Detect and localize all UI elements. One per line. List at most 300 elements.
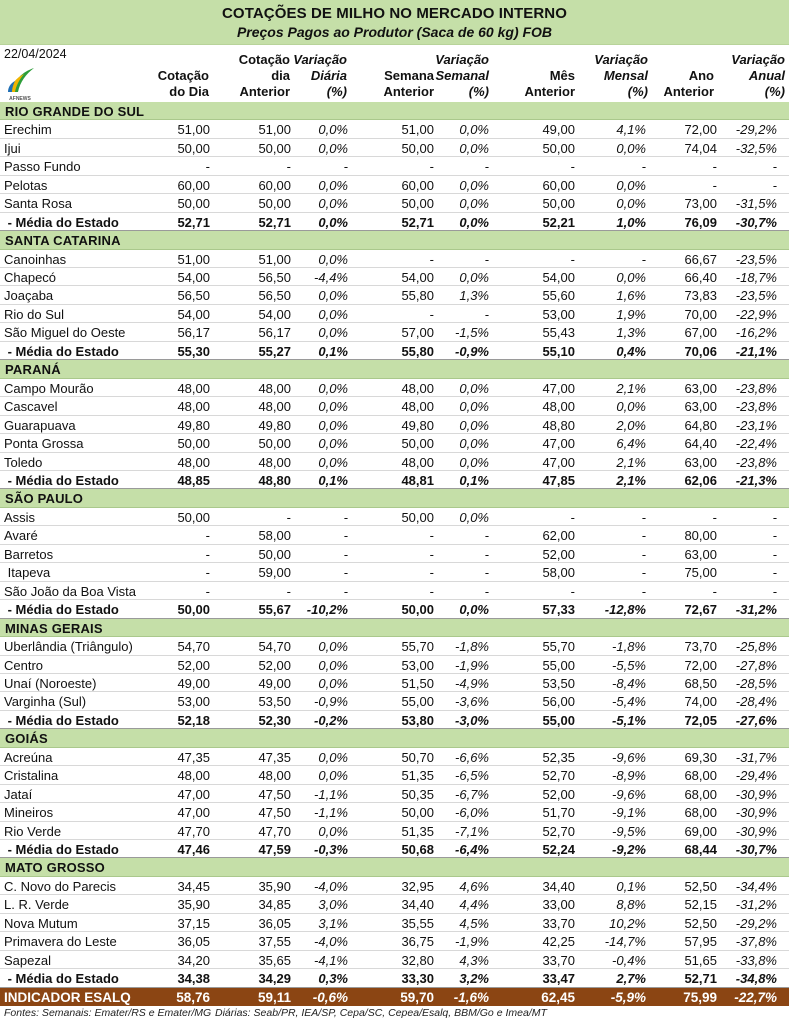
value-var-monthly: -5,1% (612, 713, 646, 728)
value-var-monthly: -14,7% (604, 934, 646, 949)
value-var-weekly: 0,0% (459, 399, 489, 414)
value-var-weekly: -7,1% (455, 824, 489, 839)
value-var-daily: -0,6% (312, 990, 348, 1005)
value-var-annual: -34,4% (735, 879, 777, 894)
value-var-daily: 0,0% (318, 750, 348, 765)
header-month-prev: Mês Anterior (524, 68, 575, 99)
city-name: INDICADOR ESALQ (4, 990, 131, 1005)
value-year-prev: 68,50 (684, 676, 717, 691)
value-quote-prev-day: - (286, 159, 291, 174)
city-name: Ijui (4, 141, 21, 156)
value-var-weekly: -1,9% (455, 658, 489, 673)
value-month-prev: 52,70 (542, 824, 575, 839)
value-month-prev: 55,70 (542, 639, 575, 654)
table-row (0, 250, 789, 268)
value-var-weekly: - (484, 565, 489, 580)
city-name: Itapeva (4, 565, 51, 580)
value-month-prev: 51,70 (542, 805, 575, 820)
city-name: - Média do Estado (4, 215, 119, 230)
value-var-monthly: -9,6% (612, 750, 646, 765)
value-var-weekly: -3,0% (455, 713, 489, 728)
city-name: Erechim (4, 122, 52, 137)
state-average-row (0, 840, 789, 858)
value-year-prev: 72,67 (684, 602, 717, 617)
value-year-prev: 69,00 (684, 824, 717, 839)
footer-sources-weekly: Fontes: Semanais: Emater/RS e Emater/MG (4, 1007, 212, 1019)
value-var-weekly: 3,2% (459, 971, 489, 986)
value-quote-prev-day: 52,71 (258, 215, 291, 230)
table-row (0, 453, 789, 471)
city-name: São João da Boa Vista (4, 584, 137, 599)
table-row (0, 785, 789, 803)
value-month-prev: 58,00 (542, 565, 575, 580)
afnews-logo (2, 62, 38, 102)
value-var-annual: -31,7% (735, 750, 777, 765)
state-name: MATO GROSSO (5, 860, 105, 875)
value-var-weekly: -6,6% (455, 750, 489, 765)
value-quote-prev-day: 48,80 (258, 473, 291, 488)
value-var-monthly: 0,1% (616, 879, 646, 894)
value-week-prev: 34,40 (401, 897, 434, 912)
value-quote-today: 50,00 (177, 510, 210, 525)
value-week-prev: 51,35 (401, 768, 434, 783)
state-average-row (0, 711, 789, 729)
value-month-prev: 33,47 (542, 971, 575, 986)
value-week-prev: 48,81 (401, 473, 434, 488)
value-month-prev: 48,00 (542, 399, 575, 414)
city-name: Ponta Grossa (4, 436, 84, 451)
value-year-prev: 64,40 (684, 436, 717, 451)
value-quote-today: 54,00 (177, 270, 210, 285)
value-var-monthly: - (641, 510, 646, 525)
value-var-weekly: 4,6% (459, 879, 489, 894)
value-var-monthly: - (641, 252, 646, 267)
value-month-prev: 52,21 (542, 215, 575, 230)
value-year-prev: 52,50 (684, 879, 717, 894)
value-var-weekly: - (484, 159, 489, 174)
value-quote-today: 48,00 (177, 768, 210, 783)
value-week-prev: - (429, 307, 434, 322)
state-section-header (0, 231, 789, 250)
value-var-daily: 0,1% (318, 473, 348, 488)
value-var-annual: -30,9% (735, 805, 777, 820)
value-year-prev: - (712, 178, 717, 193)
value-year-prev: 66,40 (684, 270, 717, 285)
value-year-prev: 75,00 (684, 565, 717, 580)
value-year-prev: 72,00 (684, 122, 717, 137)
value-year-prev: 80,00 (684, 528, 717, 543)
value-week-prev: 36,75 (401, 934, 434, 949)
value-var-monthly: - (641, 565, 646, 580)
value-quote-today: 56,17 (177, 325, 210, 340)
value-year-prev: 66,67 (684, 252, 717, 267)
value-var-weekly: 0,0% (459, 178, 489, 193)
value-month-prev: 50,00 (542, 141, 575, 156)
value-quote-today: 54,00 (177, 307, 210, 322)
value-var-monthly: -5,4% (612, 694, 646, 709)
value-var-daily: 0,0% (318, 455, 348, 470)
value-year-prev: 68,00 (684, 805, 717, 820)
value-var-annual: -31,5% (735, 196, 777, 211)
value-month-prev: 62,45 (541, 990, 575, 1005)
value-var-annual: -23,8% (735, 399, 777, 414)
value-quote-today: 37,15 (177, 916, 210, 931)
value-var-weekly: -1,9% (455, 934, 489, 949)
value-week-prev: 32,95 (401, 879, 434, 894)
value-week-prev: 54,00 (401, 270, 434, 285)
value-quote-prev-day: 55,67 (258, 602, 291, 617)
value-year-prev: 63,00 (684, 381, 717, 396)
value-quote-today: 52,00 (177, 658, 210, 673)
table-row (0, 822, 789, 840)
value-var-weekly: -1,6% (453, 990, 489, 1005)
value-month-prev: 52,35 (542, 750, 575, 765)
header-var-monthly: Variação Mensal (%) (594, 52, 648, 99)
value-week-prev: 53,80 (401, 713, 434, 728)
value-var-annual: -22,9% (735, 307, 777, 322)
value-var-weekly: -1,5% (455, 325, 489, 340)
table-row (0, 526, 789, 545)
value-quote-today: 52,18 (177, 713, 210, 728)
value-var-weekly: -4,9% (455, 676, 489, 691)
table-row (0, 286, 789, 305)
value-week-prev: - (429, 252, 434, 267)
value-quote-today: 49,00 (177, 676, 210, 691)
value-var-weekly: 0,0% (459, 418, 489, 433)
value-var-weekly: -6,5% (455, 768, 489, 783)
value-var-weekly: -6,7% (455, 787, 489, 802)
value-var-daily: - (343, 159, 348, 174)
value-var-monthly: 4,1% (616, 122, 646, 137)
value-var-annual: -28,5% (735, 676, 777, 691)
value-var-annual: -31,2% (735, 602, 777, 617)
value-quote-today: 48,00 (177, 381, 210, 396)
header-var-annual: Variação Anual (%) (731, 52, 785, 99)
value-quote-today: 55,30 (177, 344, 210, 359)
value-quote-today: 47,35 (177, 750, 210, 765)
table-row (0, 748, 789, 766)
value-var-annual: -30,9% (735, 824, 777, 839)
value-year-prev: - (712, 584, 717, 599)
value-month-prev: 55,10 (542, 344, 575, 359)
value-quote-prev-day: 36,05 (258, 916, 291, 931)
value-year-prev: 68,00 (684, 787, 717, 802)
value-quote-prev-day: 50,00 (258, 547, 291, 562)
value-year-prev: 52,15 (684, 897, 717, 912)
value-week-prev: 32,80 (401, 953, 434, 968)
value-var-monthly: 1,9% (616, 307, 646, 322)
value-quote-today: 48,00 (177, 399, 210, 414)
city-name: Primavera do Leste (4, 934, 117, 949)
value-var-weekly: - (484, 528, 489, 543)
state-name: PARANÁ (5, 362, 61, 377)
value-var-daily: -0,9% (314, 694, 348, 709)
value-var-daily: -4,1% (314, 953, 348, 968)
value-var-annual: -21,1% (735, 344, 777, 359)
value-quote-prev-day: 35,65 (258, 953, 291, 968)
value-week-prev: 48,00 (401, 381, 434, 396)
value-quote-prev-day: 52,30 (258, 713, 291, 728)
value-quote-prev-day: 47,70 (258, 824, 291, 839)
value-month-prev: 47,00 (542, 436, 575, 451)
table-row (0, 434, 789, 453)
value-week-prev: 48,00 (401, 455, 434, 470)
state-name: RIO GRANDE DO SUL (5, 104, 145, 119)
value-month-prev: - (570, 159, 575, 174)
value-quote-prev-day: 48,00 (258, 455, 291, 470)
value-var-annual: -23,8% (735, 381, 777, 396)
value-var-annual: -28,4% (735, 694, 777, 709)
value-var-daily: 3,0% (318, 897, 348, 912)
value-quote-today: 34,20 (177, 953, 210, 968)
value-var-annual: -22,7% (734, 990, 777, 1005)
value-var-weekly: -6,0% (455, 805, 489, 820)
value-var-weekly: 0,0% (459, 141, 489, 156)
city-name: Cristalina (4, 768, 59, 783)
value-var-daily: 0,0% (318, 658, 348, 673)
city-name: Unaí (Noroeste) (4, 676, 97, 691)
value-var-weekly: 4,5% (459, 916, 489, 931)
value-var-annual: -27,6% (735, 713, 777, 728)
value-year-prev: 67,00 (684, 325, 717, 340)
value-week-prev: 59,70 (400, 990, 434, 1005)
value-year-prev: 63,00 (684, 399, 717, 414)
city-name: Acreúna (4, 750, 53, 765)
value-var-monthly: - (641, 159, 646, 174)
logo-wordmark: AFNEWS (9, 96, 31, 102)
value-month-prev: 56,00 (542, 694, 575, 709)
value-year-prev: 63,00 (684, 455, 717, 470)
value-var-monthly: -1,8% (612, 639, 646, 654)
value-week-prev: - (429, 584, 434, 599)
value-quote-today: 51,00 (177, 122, 210, 137)
value-quote-prev-day: - (286, 510, 291, 525)
value-var-monthly: -8,4% (612, 676, 646, 691)
value-month-prev: 55,00 (542, 658, 575, 673)
table-row (0, 692, 789, 711)
state-section-header (0, 102, 789, 120)
city-name: Santa Rosa (4, 196, 72, 211)
table-row (0, 877, 789, 895)
value-year-prev: 73,83 (684, 288, 717, 303)
value-var-annual: -25,8% (735, 639, 777, 654)
table-row (0, 268, 789, 286)
city-name: C. Novo do Parecis (4, 879, 116, 894)
table-row (0, 545, 789, 563)
value-week-prev: 49,80 (401, 418, 434, 433)
value-var-weekly: - (484, 252, 489, 267)
title-band (0, 0, 789, 45)
value-var-monthly: -12,8% (604, 602, 646, 617)
value-var-daily: 0,0% (318, 639, 348, 654)
value-var-annual: - (772, 547, 777, 562)
value-quote-today: - (205, 584, 210, 599)
value-var-annual: -16,2% (735, 325, 777, 340)
city-name: Varginha (Sul) (4, 694, 87, 709)
value-var-daily: 0,0% (318, 122, 348, 137)
value-week-prev: 55,70 (401, 639, 434, 654)
table-row (0, 563, 789, 582)
city-name: Joaçaba (4, 288, 54, 303)
value-quote-prev-day: 55,27 (258, 344, 291, 359)
header-year-prev: Ano Anterior (663, 68, 714, 99)
value-month-prev: 60,00 (542, 178, 575, 193)
value-month-prev: 47,85 (542, 473, 575, 488)
value-quote-prev-day: 48,00 (258, 381, 291, 396)
value-var-annual: -29,2% (735, 122, 777, 137)
value-week-prev: 55,80 (401, 344, 434, 359)
value-year-prev: 63,00 (684, 547, 717, 562)
value-week-prev: - (429, 565, 434, 580)
value-month-prev: 54,00 (542, 270, 575, 285)
city-name: - Média do Estado (4, 971, 119, 986)
table-row (0, 194, 789, 213)
value-var-monthly: 2,1% (616, 473, 646, 488)
state-section-header (0, 729, 789, 748)
value-week-prev: 35,55 (401, 916, 434, 931)
value-quote-prev-day: 54,00 (258, 307, 291, 322)
city-name: - Média do Estado (4, 473, 119, 488)
value-quote-today: 60,00 (177, 178, 210, 193)
value-var-weekly: 0,0% (459, 270, 489, 285)
value-year-prev: 73,00 (684, 196, 717, 211)
city-name: Guarapuava (4, 418, 76, 433)
value-week-prev: 51,00 (401, 122, 434, 137)
leaf-logo-icon (2, 62, 38, 102)
value-week-prev: 50,00 (401, 196, 434, 211)
value-var-daily: -1,1% (314, 787, 348, 802)
value-var-annual: -23,1% (735, 418, 777, 433)
value-var-annual: -34,8% (735, 971, 777, 986)
table-row (0, 139, 789, 157)
value-var-annual: -22,4% (735, 436, 777, 451)
table-row (0, 674, 789, 692)
table-row (0, 397, 789, 416)
city-name: São Miguel do Oeste (4, 325, 126, 340)
value-var-daily: -0,3% (314, 842, 348, 857)
value-var-monthly: 8,8% (616, 897, 646, 912)
value-quote-prev-day: 56,17 (258, 325, 291, 340)
value-var-weekly: -0,9% (455, 344, 489, 359)
value-quote-today: - (205, 159, 210, 174)
value-month-prev: 57,33 (542, 602, 575, 617)
value-var-annual: -29,4% (735, 768, 777, 783)
header-quote-prev-day: Cotação dia Anterior (238, 52, 290, 99)
value-month-prev: 42,25 (542, 934, 575, 949)
value-var-weekly: 0,0% (459, 455, 489, 470)
table-row (0, 120, 789, 139)
header-var-weekly: Variação Semanal (%) (435, 52, 489, 99)
state-section-header (0, 619, 789, 637)
value-var-annual: -23,8% (735, 455, 777, 470)
value-var-daily: 0,0% (318, 252, 348, 267)
value-year-prev: 52,71 (684, 971, 717, 986)
table-row (0, 379, 789, 397)
value-week-prev: 48,00 (401, 399, 434, 414)
value-var-daily: 0,0% (318, 215, 348, 230)
value-month-prev: 55,60 (542, 288, 575, 303)
value-year-prev: 51,65 (684, 953, 717, 968)
value-quote-prev-day: 34,85 (258, 897, 291, 912)
value-week-prev: - (429, 159, 434, 174)
value-var-daily: - (343, 510, 348, 525)
value-week-prev: - (429, 547, 434, 562)
value-quote-today: 47,70 (177, 824, 210, 839)
value-quote-today: 48,85 (177, 473, 210, 488)
value-var-monthly: 0,0% (616, 196, 646, 211)
value-var-annual: -27,8% (735, 658, 777, 673)
table-row (0, 176, 789, 194)
value-week-prev: 50,00 (401, 141, 434, 156)
city-name: Sapezal (4, 953, 51, 968)
value-var-daily: 0,1% (318, 344, 348, 359)
value-week-prev: 57,00 (401, 325, 434, 340)
value-var-annual: -31,2% (735, 897, 777, 912)
value-quote-today: 50,00 (177, 141, 210, 156)
table-row (0, 766, 789, 785)
value-var-monthly: -5,5% (612, 658, 646, 673)
value-quote-today: 34,45 (177, 879, 210, 894)
value-var-monthly: 0,0% (616, 178, 646, 193)
value-quote-today: 50,00 (177, 436, 210, 451)
value-var-annual: -23,5% (735, 288, 777, 303)
value-quote-prev-day: 50,00 (258, 196, 291, 211)
value-var-monthly: -9,5% (612, 824, 646, 839)
value-year-prev: 62,06 (684, 473, 717, 488)
value-var-monthly: 2,0% (616, 418, 646, 433)
city-name: Avaré (4, 528, 38, 543)
city-name: Rio Verde (4, 824, 62, 839)
value-month-prev: 33,00 (542, 897, 575, 912)
value-quote-prev-day: 56,50 (258, 288, 291, 303)
value-quote-today: 50,00 (177, 602, 210, 617)
value-var-weekly: - (484, 584, 489, 599)
value-week-prev: 50,00 (401, 602, 434, 617)
state-average-row (0, 969, 789, 988)
value-year-prev: 74,00 (684, 694, 717, 709)
value-var-daily: -4,4% (314, 270, 348, 285)
value-var-annual: - (772, 584, 777, 599)
value-quote-today: 48,00 (177, 455, 210, 470)
value-var-daily: 0,0% (318, 325, 348, 340)
value-month-prev: 52,00 (542, 547, 575, 562)
value-year-prev: 74,04 (684, 141, 717, 156)
value-var-monthly: 0,4% (616, 344, 646, 359)
value-week-prev: 52,71 (401, 215, 434, 230)
value-week-prev: 50,70 (401, 750, 434, 765)
value-year-prev: 72,00 (684, 658, 717, 673)
city-name: L. R. Verde (4, 897, 70, 912)
value-var-annual: -18,7% (735, 270, 777, 285)
value-week-prev: 51,50 (401, 676, 434, 691)
state-section-header (0, 858, 789, 877)
value-var-daily: 0,0% (318, 288, 348, 303)
value-quote-prev-day: 51,00 (258, 252, 291, 267)
value-year-prev: 75,99 (683, 990, 717, 1005)
value-var-monthly: 1,0% (616, 215, 646, 230)
value-quote-today: 36,05 (177, 934, 210, 949)
value-var-daily: 0,0% (318, 381, 348, 396)
value-var-weekly: 0,0% (459, 196, 489, 211)
value-var-weekly: - (484, 547, 489, 562)
value-var-monthly: - (641, 547, 646, 562)
table-row (0, 932, 789, 951)
value-var-weekly: 0,0% (459, 436, 489, 451)
value-quote-prev-day: 51,00 (258, 122, 291, 137)
value-var-daily: - (343, 565, 348, 580)
value-var-daily: - (343, 547, 348, 562)
value-var-weekly: 0,0% (459, 510, 489, 525)
